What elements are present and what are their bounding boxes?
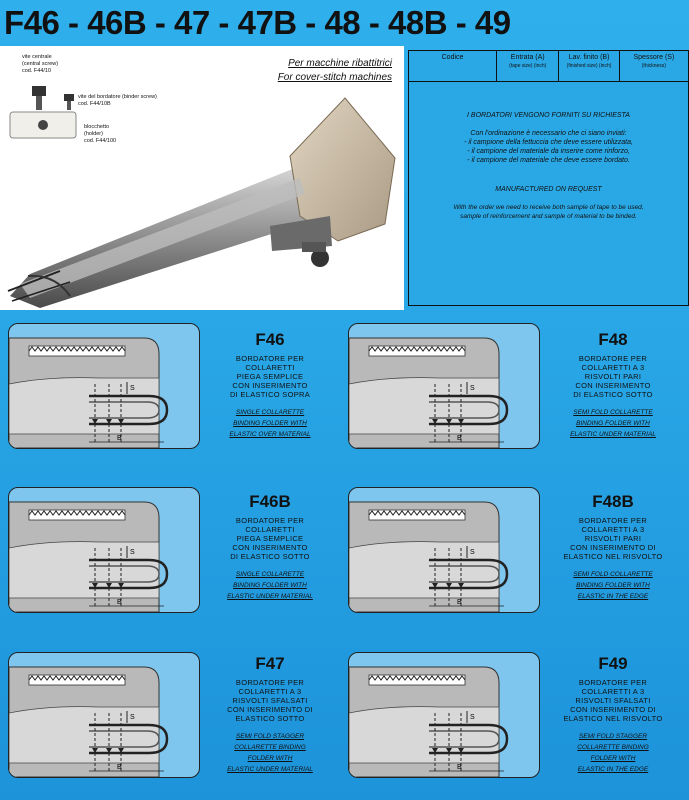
- binder-diagram: [9, 653, 199, 777]
- it-description-line: ELASTICO NEL RISVOLTO: [563, 552, 663, 561]
- binder-description-f46b: [205, 492, 335, 602]
- col-header-codice: Codice: [409, 51, 497, 81]
- it-description-line: BORDATORE PER: [235, 354, 305, 363]
- it-description-line: COLLARETTI A 3: [581, 687, 645, 696]
- col-header-entrata: Entrata (A) (tape size) (inch): [497, 51, 559, 81]
- binder-description-f49: [548, 654, 678, 775]
- part-label-central-screw: vite centrale (central screw) cod. F44/10: [22, 54, 59, 74]
- it-description-line: BORDATORE PER: [235, 678, 305, 687]
- model-code: F48B: [592, 492, 634, 511]
- binder-photo-illustration: [0, 46, 404, 310]
- it-description-line: COLLARETTI A 3: [581, 363, 645, 372]
- screw-icon: [32, 86, 46, 110]
- thickness-label: S: [130, 549, 135, 556]
- width-label: B: [117, 599, 122, 606]
- binder-description-f48: [548, 330, 678, 440]
- it-caption: Per macchine ribattitrici: [288, 58, 392, 69]
- note-en-title: MANUFACTURED ON REQUEST: [495, 186, 602, 193]
- binder-diagram: [9, 324, 199, 448]
- binder-diagram: [349, 488, 539, 612]
- table-notes: [409, 111, 688, 221]
- model-code: F47: [255, 654, 285, 673]
- thickness-label: S: [130, 714, 135, 721]
- thickness-label: S: [470, 385, 475, 392]
- it-description-line: ELASTICO NEL RISVOLTO: [563, 714, 663, 723]
- it-description-line: CON INSERIMENTO: [232, 543, 308, 552]
- it-description-line: DI ELASTICO SOPRA: [229, 390, 311, 399]
- binder-description-f48b: [548, 492, 678, 602]
- model-code: F49: [598, 654, 628, 673]
- it-description-line: CON INSERIMENTO DI: [570, 705, 656, 714]
- col-header-finito: Lav. finito (B) (finished size) (inch): [559, 51, 619, 81]
- it-description-line: RISVOLTI SFALSATI: [575, 696, 651, 705]
- width-label: B: [457, 435, 462, 442]
- it-description-line: PIEGA SEMPLICE: [236, 534, 304, 543]
- model-code: F46: [255, 330, 285, 349]
- binder-card-f49: [348, 652, 540, 778]
- en-description: SEMI FOLD COLLARETTE BINDING FOLDER WITH ELASTIC UNDER MATERIAL: [570, 409, 656, 438]
- binder-card-f46: [8, 323, 200, 449]
- it-description-line: RISVOLTI PARI: [584, 372, 642, 381]
- note-en-lines: With the order we need to receive both sample of tape to be used, sample of reinforcement and sample of material to be binded.: [453, 204, 644, 220]
- part-label-binder-screw: vite del bordatore (binder screw) cod. F44/10B: [78, 94, 157, 107]
- it-description-line: BORDATORE PER: [578, 354, 648, 363]
- it-description-line: CON INSERIMENTO DI: [227, 705, 313, 714]
- note-it-lines: Con l'ordinazione è necessario che ci siano inviati: - il campione della fettuccia che deve essere utilizzata, - il campione del materiale da inserire come rinforzo, - il campione del materiale che deve essere bordato.: [464, 130, 633, 164]
- it-description-line: BORDATORE PER: [235, 516, 305, 525]
- it-description-line: CON INSERIMENTO: [232, 381, 308, 390]
- en-description: SEMI FOLD STAGGER COLLARETTE BINDING FOLDER WITH ELASTIC UNDER MATERIAL: [227, 733, 313, 773]
- page-title: F46 - 46B - 47 - 47B - 48 - 48B - 49: [4, 4, 511, 41]
- binder-description-f47: [205, 654, 335, 775]
- thickness-label: S: [470, 549, 475, 556]
- it-description-line: DI ELASTICO SOTTO: [573, 390, 653, 399]
- codes-table: [408, 50, 689, 306]
- it-description-line: CON INSERIMENTO DI: [570, 543, 656, 552]
- it-description-line: COLLARETTI: [245, 525, 295, 534]
- thickness-label: S: [130, 385, 135, 392]
- table-header-row: [409, 51, 688, 82]
- it-description-line: DI ELASTICO SOTTO: [230, 552, 310, 561]
- it-description-line: PIEGA SEMPLICE: [236, 372, 304, 381]
- it-description-line: COLLARETTI: [245, 363, 295, 372]
- en-description: SEMI FOLD STAGGER COLLARETTE BINDING FOLDER WITH ELASTIC IN THE EDGE: [577, 733, 649, 773]
- binder-description-f46: [205, 330, 335, 440]
- binder-card-f48: [348, 323, 540, 449]
- binder-card-f46b: [8, 487, 200, 613]
- width-label: B: [457, 764, 462, 771]
- binder-card-f47: [8, 652, 200, 778]
- it-description-line: BORDATORE PER: [578, 678, 648, 687]
- width-label: B: [457, 599, 462, 606]
- note-it-title: I BORDATORI VENGONO FORNITI SU RICHIESTA: [467, 112, 630, 119]
- en-description: SEMI FOLD COLLARETTE BINDING FOLDER WITH ELASTIC IN THE EDGE: [573, 571, 653, 600]
- it-description-line: BORDATORE PER: [578, 516, 648, 525]
- model-code: F46B: [249, 492, 291, 511]
- binder-diagram: [9, 488, 199, 612]
- it-description-line: RISVOLTI SFALSATI: [232, 696, 308, 705]
- model-code: F48: [598, 330, 628, 349]
- product-photo-panel: [0, 46, 404, 310]
- it-description-line: ELASTICO SOTTO: [235, 714, 305, 723]
- part-label-holder: blocchetto (holder) cod. F44/100: [84, 124, 117, 144]
- width-label: B: [117, 764, 122, 771]
- en-description: SINGLE COLLARETTE BINDING FOLDER WITH ELASTIC UNDER MATERIAL: [227, 571, 313, 600]
- it-description-line: COLLARETTI A 3: [238, 687, 302, 696]
- en-description: SINGLE COLLARETTE BINDING FOLDER WITH ELASTIC OVER MATERIAL: [229, 409, 311, 438]
- thickness-label: S: [470, 714, 475, 721]
- width-label: B: [117, 435, 122, 442]
- it-description-line: RISVOLTI PARI: [584, 534, 642, 543]
- col-header-spessore: Spessore (S) (thickness): [633, 54, 675, 69]
- it-description-line: CON INSERIMENTO: [575, 381, 651, 390]
- binder-diagram: [349, 653, 539, 777]
- binder-card-f48b: [348, 487, 540, 613]
- en-caption: For cover-stitch machines: [277, 72, 392, 83]
- it-description-line: COLLARETTI A 3: [581, 525, 645, 534]
- binder-diagram: [349, 324, 539, 448]
